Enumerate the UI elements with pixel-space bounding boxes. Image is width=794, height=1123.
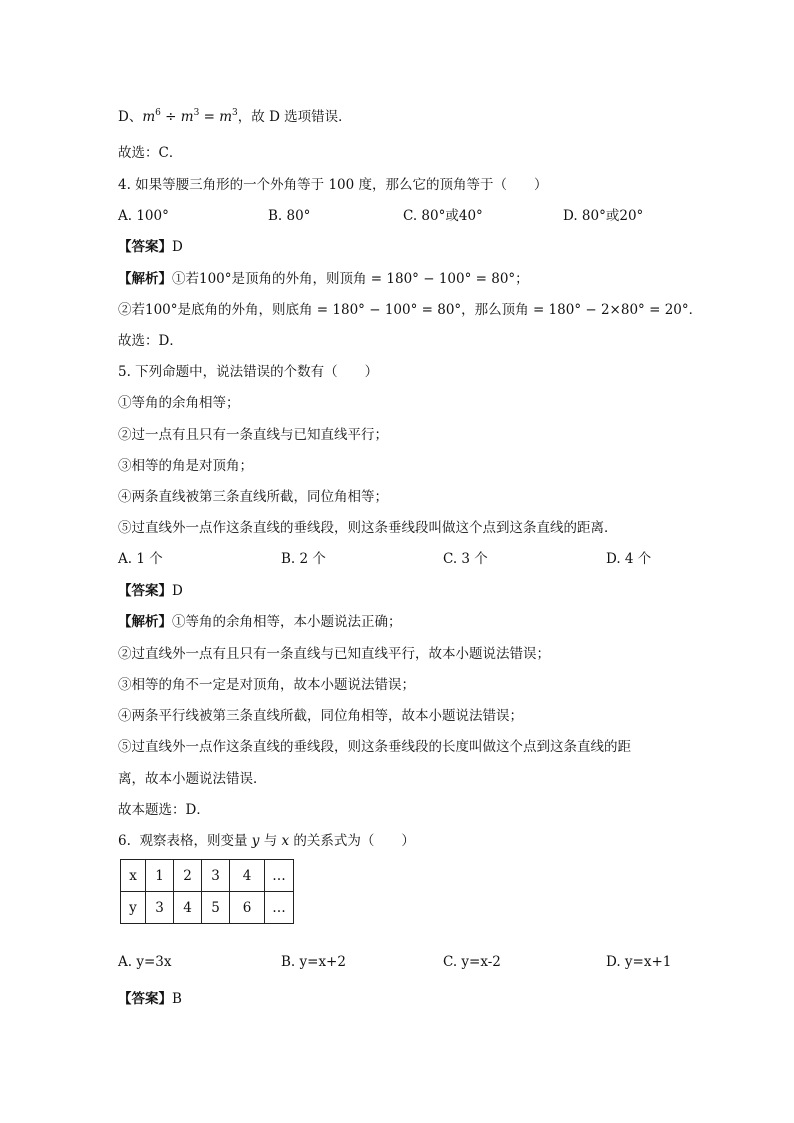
q5-options [118,550,678,568]
q6-option-a: A. y=3x [118,954,172,970]
q3-m1: m [142,109,156,125]
table-cell: 6 [230,892,265,924]
q5-analysis-4: ④两条平行线被第三条直线所截，同位角相等，故本小题说法错误； [118,708,523,724]
q6-stem-c: 的关系式为（ ） [289,833,415,849]
q6-options [118,953,678,971]
q5-option-d: D. 4 个 [606,551,652,567]
q6-answer-value: B [172,991,182,1007]
q3-e2: 3 [193,108,200,118]
q5-statement-1: ①等角的余角相等； [118,395,240,411]
q6-table [120,859,294,924]
q5-analysis-3: ③相等的角不一定是对顶角，故本小题说法错误； [118,677,415,693]
q4-option-b: B. 80° [268,208,311,224]
q4-answer-value: D [172,239,183,255]
q5-statement-5: ⑤过直线外一点作这条直线的垂线段，则这条垂线段叫做这个点到这条直线的距离． [118,520,618,536]
q3-m2: m [180,109,194,125]
q4-answer-label: 【答案】 [118,239,172,255]
q4-analysis-1-text: ①若100°是顶角的外角，则顶角 = 180° − 100° = 80°； [172,271,529,287]
q4-answer [118,238,183,256]
q3-m3: m [219,109,233,125]
q5-statement-3: ③相等的角是对顶角； [118,458,253,474]
q6-table-row-x [121,860,294,892]
q6-answer-label: 【答案】 [118,991,172,1007]
q4-stem: 4. 如果等腰三角形的一个外角等于 100 度，那么它的顶角等于（ ） [118,177,548,193]
q5-analysis-6: 离，故本小题说法错误． [118,771,267,787]
q4-option-c: C. 80°或40° [403,208,483,224]
table-cell: y [121,892,146,924]
q4-choice: 故选：D． [118,333,183,349]
q4-analysis-1 [118,270,529,288]
q3-option-d-prefix: D、 [118,109,143,125]
q4-option-a: A. 100° [118,208,169,224]
q5-answer-label: 【答案】 [118,583,172,599]
q6-stem-a: 6. 观察表格，则变量 [118,833,252,849]
q3-choice: 故选：C． [118,145,183,161]
q6-table-row-y [121,892,294,924]
q6-option-d: D. y=x+1 [606,954,672,970]
table-cell: 4 [174,892,202,924]
q3-e1: 6 [155,108,161,118]
q5-statement-4: ④两条直线被第三条直线所截，同位角相等； [118,489,388,505]
q5-analysis-1 [118,613,402,631]
q5-analysis-5: ⑤过直线外一点作这条直线的垂线段，则这条垂线段的长度叫做这个点到这条直线的距 [118,739,631,755]
q6-stem-y: y [251,833,260,849]
q5-option-a: A. 1 个 [118,551,163,567]
q6-answer [118,990,182,1008]
table-cell: 3 [202,860,230,892]
q5-analysis-2: ②过直线外一点有且只有一条直线与已知直线平行，故本小题说法错误； [118,646,550,662]
table-cell: x [121,860,146,892]
q5-statement-2: ②过一点有且只有一条直线与已知直线平行； [118,427,388,443]
q3-op: ÷ [160,109,181,125]
q3-e3: 3 [232,108,238,118]
table-cell: … [265,860,294,892]
table-cell: … [265,892,294,924]
q6-option-b: B. y=x+2 [281,954,346,970]
table-cell: 5 [202,892,230,924]
q5-option-c: C. 3 个 [443,551,488,567]
q3-suffix: ，故 D 选项错误． [237,109,352,125]
q4-options [118,207,678,225]
q5-answer-value: D [172,583,183,599]
q6-stem-x: x [281,833,290,849]
q4-analysis-label: 【解析】 [118,271,172,287]
q4-option-d: D. 80°或20° [563,208,644,224]
q3-option-d-analysis [118,108,352,126]
q5-analysis-1-text: ①等角的余角相等，本小题说法正确； [172,614,402,630]
q5-option-b: B. 2 个 [281,551,326,567]
table-cell: 1 [146,860,174,892]
q6-option-c: C. y=x-2 [443,954,501,970]
table-cell: 4 [230,860,265,892]
q5-analysis-label: 【解析】 [118,614,172,630]
q6-stem [118,832,415,850]
table-cell: 2 [174,860,202,892]
q5-answer [118,582,183,600]
q6-stem-b: 与 [259,833,282,849]
q5-stem: 5. 下列命题中，说法错误的个数有（ ） [118,364,379,380]
q3-eq: = [199,109,220,125]
table-cell: 3 [146,892,174,924]
q5-choice: 故本题选：D． [118,802,210,818]
q4-analysis-2: ②若100°是底角的外角，则底角 = 180° − 100° = 80°，那么顶角 = 180° − 2×80° = 20°． [118,302,703,318]
